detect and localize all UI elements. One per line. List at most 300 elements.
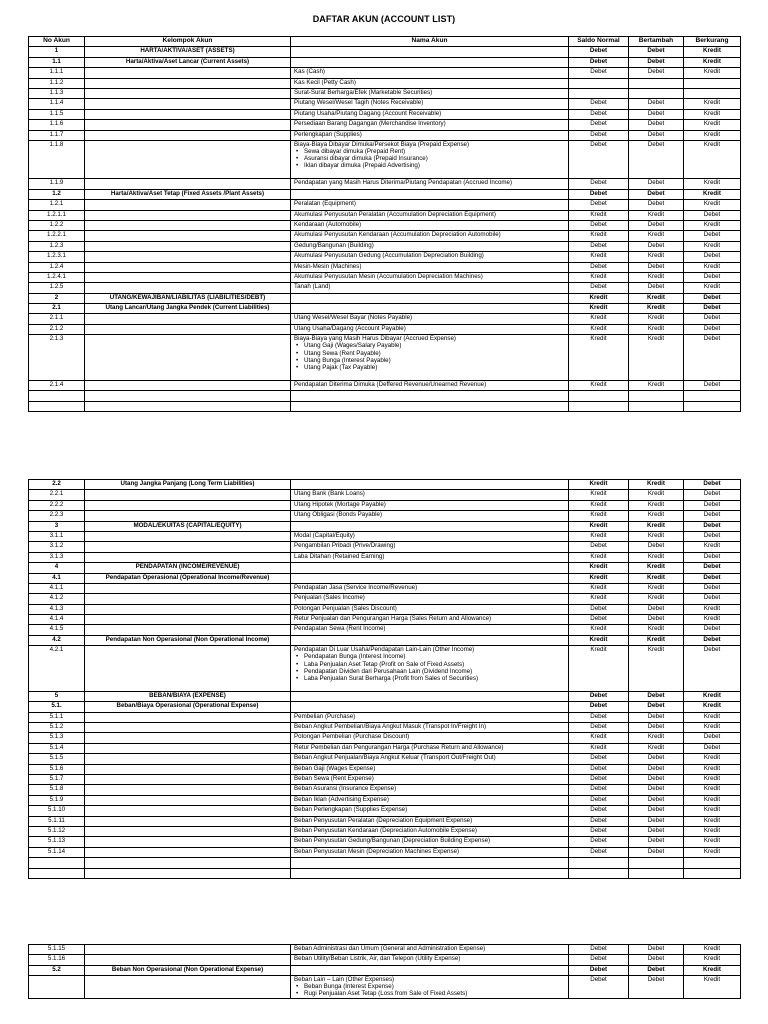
normal-balance-cell: Debet [569, 615, 629, 625]
increase-cell: Kredit [629, 324, 684, 334]
table-row [29, 785, 741, 795]
account-number-cell: 1.1.8 [29, 140, 85, 179]
increase-cell [629, 401, 684, 411]
account-name-cell [291, 806, 569, 816]
account-name-cell [291, 47, 569, 57]
account-group-cell [85, 88, 291, 98]
normal-balance-cell: Debet [569, 712, 629, 722]
increase-cell: Kredit [629, 563, 684, 573]
decrease-cell: Debet [684, 531, 741, 541]
increase-cell: Debet [629, 615, 684, 625]
decrease-cell: Kredit [684, 99, 741, 109]
account-number-cell: 4.2 [29, 635, 85, 645]
normal-balance-cell: Kredit [569, 635, 629, 645]
normal-balance-cell: Debet [569, 68, 629, 78]
increase-cell: Debet [629, 140, 684, 179]
account-name-text: Beban Gaji (Wages Expense) [294, 764, 376, 772]
increase-cell: Kredit [629, 531, 684, 541]
table-row [29, 594, 741, 604]
table-row [29, 573, 741, 583]
account-number-cell: 4.2.1 [29, 646, 85, 692]
decrease-cell: Debet [684, 324, 741, 334]
normal-balance-cell: Kredit [569, 480, 629, 490]
table-row [29, 189, 741, 199]
account-group-cell [85, 754, 291, 764]
increase-cell: Debet [629, 955, 684, 965]
normal-balance-cell: Debet [569, 826, 629, 836]
account-group-cell [85, 816, 291, 826]
account-name-text: Persediaan Barang Dagangan (Merchandise Inventory) [294, 120, 446, 128]
account-name-cell [291, 262, 569, 272]
account-name-cell [291, 380, 569, 390]
account-name-cell [291, 231, 569, 241]
account-name-cell [291, 120, 569, 130]
increase-cell: Kredit [629, 380, 684, 390]
decrease-cell: Debet [684, 490, 741, 500]
account-name-text: Beban Administrasi dan Umum (General and Administration Expense) [294, 945, 486, 952]
table-row [29, 868, 741, 878]
normal-balance-cell: Kredit [569, 272, 629, 282]
account-name-text: Beban Iklan (Advertising Expense) [294, 795, 389, 803]
table-row [29, 140, 741, 179]
account-name-text: Beban Penyusutan Gedung/Bangunan (Depreciation Building Expense) [294, 837, 491, 845]
account-name-text: Utang Obligasi (Bonds Payable) [294, 511, 383, 519]
account-name-cell [291, 754, 569, 764]
account-name-text: Kas (Cash) [294, 68, 325, 76]
normal-balance-cell: Kredit [569, 743, 629, 753]
account-number-cell [29, 858, 85, 868]
account-number-cell: 1.1 [29, 57, 85, 67]
table-row [29, 806, 741, 816]
account-name-cell [291, 646, 569, 692]
account-group-cell [85, 785, 291, 795]
account-name-cell [291, 743, 569, 753]
account-number-cell [29, 391, 85, 401]
increase-cell: Debet [629, 965, 684, 975]
increase-cell: Debet [629, 220, 684, 230]
increase-cell: Kredit [629, 304, 684, 314]
account-number-cell: 2.1.1 [29, 314, 85, 324]
increase-cell: Kredit [629, 521, 684, 531]
normal-balance-cell: Debet [569, 220, 629, 230]
sub-account-list [294, 148, 565, 169]
account-name-text: Piutang Wesel/Wesel Tagih (Notes Receivable) [294, 99, 424, 107]
table-row [29, 858, 741, 868]
increase-cell: Debet [629, 806, 684, 816]
sub-account-item: • Utang Gaji (Wages/Salary Payable) [304, 342, 565, 349]
table-row [29, 47, 741, 57]
account-name-cell [291, 976, 569, 998]
normal-balance-cell [569, 391, 629, 401]
decrease-cell: Kredit [684, 826, 741, 836]
normal-balance-cell: Debet [569, 262, 629, 272]
table-row [29, 531, 741, 541]
increase-cell: Debet [629, 47, 684, 57]
table-row [29, 563, 741, 573]
account-group-cell: BEBAN/BIAYA (EXPENSE) [85, 691, 291, 701]
normal-balance-cell [569, 88, 629, 98]
table-row [29, 220, 741, 230]
account-name-cell [291, 324, 569, 334]
normal-balance-cell: Kredit [569, 733, 629, 743]
header-nama-akun: Nama Akun [291, 37, 569, 47]
table-row [29, 500, 741, 510]
normal-balance-cell: Debet [569, 806, 629, 816]
table-row [29, 816, 741, 826]
account-number-cell: 1.2.2 [29, 220, 85, 230]
increase-cell [629, 391, 684, 401]
decrease-cell: Debet [684, 500, 741, 510]
account-name-cell [291, 764, 569, 774]
account-name-text: Surat-Surat Berharga/Efek (Marketable Securities) [294, 88, 433, 96]
account-name-text: Utang Usaha/Dagang (Account Payable) [294, 324, 406, 332]
table-row [29, 604, 741, 614]
account-number-cell: 5.1.8 [29, 785, 85, 795]
account-name-text: Piutang Usaha/Piutang Dagang (Account Receivable) [294, 109, 442, 117]
table-row [29, 723, 741, 733]
account-number-cell: 5.1.13 [29, 837, 85, 847]
account-group-cell [85, 743, 291, 753]
account-group-cell [85, 542, 291, 552]
normal-balance-cell: Debet [569, 785, 629, 795]
decrease-cell: Kredit [684, 955, 741, 965]
account-group-cell [85, 826, 291, 836]
account-number-cell: 1.1.6 [29, 120, 85, 130]
increase-cell: Kredit [629, 646, 684, 692]
account-number-cell: 1.2 [29, 189, 85, 199]
account-name-text: Biaya-Biaya yang Masih Harus Dibayar (Accrued Expense) [294, 335, 456, 343]
account-name-cell [291, 733, 569, 743]
account-name-text: Beban Angkut Pembelian/Biaya Angkut Masuk (Transpot In/Freight In) [294, 723, 487, 731]
header-berkurang: Berkurang [684, 37, 741, 47]
decrease-cell: Kredit [684, 47, 741, 57]
account-number-cell: 1.2.4.1 [29, 272, 85, 282]
normal-balance-cell: Kredit [569, 335, 629, 381]
table-row [29, 283, 741, 293]
normal-balance-cell: Kredit [569, 304, 629, 314]
account-name-cell [291, 304, 569, 314]
account-number-cell: 1.1.1 [29, 68, 85, 78]
account-group-cell: Beban Non Operasional (Non Operational Expense) [85, 965, 291, 975]
account-number-cell: 2 [29, 293, 85, 303]
increase-cell: Kredit [629, 490, 684, 500]
table-row [29, 764, 741, 774]
table-row [29, 401, 741, 411]
table-row [29, 552, 741, 562]
increase-cell: Debet [629, 764, 684, 774]
account-name-text: Biaya-Biaya Dibayar Dimuka/Persekot Biaya (Prepaid Expense) [294, 140, 470, 148]
normal-balance-cell [569, 858, 629, 868]
account-name-cell [291, 179, 569, 189]
decrease-cell: Kredit [684, 200, 741, 210]
normal-balance-cell: Kredit [569, 324, 629, 334]
table-row [29, 57, 741, 67]
account-name-text: Beban Perlengkapan (Supplies Expense) [294, 806, 408, 814]
account-name-cell [291, 691, 569, 701]
account-name-cell [291, 604, 569, 614]
decrease-cell: Kredit [684, 976, 741, 998]
decrease-cell [684, 858, 741, 868]
increase-cell: Kredit [629, 480, 684, 490]
normal-balance-cell: Kredit [569, 563, 629, 573]
account-name-text: Beban Asuransi (Insurance Expense) [294, 785, 397, 793]
account-name-cell [291, 189, 569, 199]
table-row [29, 712, 741, 722]
account-group-cell [85, 231, 291, 241]
table-row [29, 511, 741, 521]
account-group-cell [85, 868, 291, 878]
decrease-cell: Debet [684, 594, 741, 604]
account-group-cell: Utang Lancar/Utang Jangka Pendek (Current Liabilities) [85, 304, 291, 314]
account-group-cell: HARTA/AKTIVA/ASET (ASSETS) [85, 47, 291, 57]
sub-account-list [294, 983, 565, 997]
normal-balance-cell: Debet [569, 179, 629, 189]
account-group-cell [85, 391, 291, 401]
sub-account-item: • Iklan dibayar dimuka (Prepaid Advertising) [304, 162, 565, 169]
decrease-cell: Kredit [684, 220, 741, 230]
account-name-text: Pendapatan Diterima Dimuka (Deffered Revenue/Unearned Revenue) [294, 380, 487, 388]
normal-balance-cell: Debet [569, 847, 629, 857]
sub-account-item: • Laba Penjualan Aset Tetap (Profit on Sale of Fixed Assets) [304, 661, 565, 668]
account-name-cell [291, 241, 569, 251]
account-group-cell [85, 99, 291, 109]
decrease-cell: Debet [684, 743, 741, 753]
account-number-cell: 5.1.7 [29, 775, 85, 785]
account-group-cell [85, 976, 291, 998]
account-name-text: Pendapatan Jasa (Service Income/Revenue) [294, 583, 418, 591]
account-name-cell [291, 723, 569, 733]
account-number-cell: 4.1.3 [29, 604, 85, 614]
account-group-cell [85, 335, 291, 381]
normal-balance-cell: Kredit [569, 552, 629, 562]
account-name-cell [291, 252, 569, 262]
account-group-cell [85, 283, 291, 293]
account-name-cell [291, 625, 569, 635]
table-row [29, 335, 741, 381]
table-row [29, 702, 741, 712]
decrease-cell: Kredit [684, 723, 741, 733]
account-group-cell [85, 220, 291, 230]
account-name-cell [291, 314, 569, 324]
table-row [29, 293, 741, 303]
account-name-text: Perlengkapan (Supplies) [294, 130, 362, 138]
increase-cell: Debet [629, 120, 684, 130]
account-number-cell: 5.1.5 [29, 754, 85, 764]
table-row [29, 252, 741, 262]
account-name-cell [291, 283, 569, 293]
increase-cell: Kredit [629, 511, 684, 521]
account-name-cell [291, 785, 569, 795]
decrease-cell: Kredit [684, 542, 741, 552]
account-name-cell [291, 826, 569, 836]
table-row [29, 88, 741, 98]
decrease-cell: Debet [684, 210, 741, 220]
increase-cell: Debet [629, 99, 684, 109]
account-group-cell [85, 806, 291, 816]
normal-balance-cell: Debet [569, 189, 629, 199]
decrease-cell [684, 391, 741, 401]
account-number-cell: 5 [29, 691, 85, 701]
decrease-cell: Kredit [684, 691, 741, 701]
account-name-cell [291, 955, 569, 965]
account-name-cell [291, 945, 569, 955]
sub-account-item: • Utang Bunga (Interest Payable) [304, 357, 565, 364]
increase-cell: Debet [629, 837, 684, 847]
decrease-cell: Debet [684, 293, 741, 303]
account-name-text: Gedung/Bangunan (Building) [294, 241, 374, 249]
account-group-cell: Beban/Biaya Operasional (Operational Expense) [85, 702, 291, 712]
account-number-cell [29, 976, 85, 998]
increase-cell: Kredit [629, 272, 684, 282]
account-number-cell: 4.1 [29, 573, 85, 583]
account-number-cell: 3.1.3 [29, 552, 85, 562]
account-name-cell [291, 635, 569, 645]
normal-balance-cell: Debet [569, 542, 629, 552]
account-name-cell [291, 594, 569, 604]
table-row [29, 945, 741, 955]
table-row [29, 490, 741, 500]
normal-balance-cell: Debet [569, 109, 629, 119]
normal-balance-cell [569, 868, 629, 878]
account-number-cell: 2.1.4 [29, 380, 85, 390]
normal-balance-cell: Debet [569, 816, 629, 826]
decrease-cell: Kredit [684, 57, 741, 67]
account-number-cell: 1.2.3.1 [29, 252, 85, 262]
account-group-cell [85, 625, 291, 635]
decrease-cell: Debet [684, 521, 741, 531]
table-row [29, 241, 741, 251]
decrease-cell: Debet [684, 563, 741, 573]
account-name-cell [291, 401, 569, 411]
account-group-cell [85, 68, 291, 78]
normal-balance-cell: Debet [569, 283, 629, 293]
sub-account-item: • Beban Bunga (Interest Expense) [304, 983, 565, 990]
account-name-cell [291, 293, 569, 303]
account-name-cell [291, 210, 569, 220]
increase-cell: Kredit [629, 335, 684, 381]
account-group-cell [85, 531, 291, 541]
increase-cell: Debet [629, 691, 684, 701]
account-number-cell: 2.1.2 [29, 324, 85, 334]
account-group-cell [85, 314, 291, 324]
account-group-cell: Utang Jangka Panjang (Long Term Liabilities) [85, 480, 291, 490]
normal-balance-cell: Debet [569, 200, 629, 210]
account-name-cell [291, 858, 569, 868]
header-kelompok-akun: Kelompok Akun [85, 37, 291, 47]
account-number-cell: 1.1.4 [29, 99, 85, 109]
account-name-cell [291, 511, 569, 521]
normal-balance-cell: Debet [569, 945, 629, 955]
account-name-cell [291, 220, 569, 230]
normal-balance-cell: Debet [569, 754, 629, 764]
increase-cell: Debet [629, 754, 684, 764]
decrease-cell: Kredit [684, 130, 741, 140]
account-group-cell [85, 795, 291, 805]
decrease-cell: Debet [684, 480, 741, 490]
account-number-cell: 5.1.3 [29, 733, 85, 743]
increase-cell: Kredit [629, 594, 684, 604]
table-row [29, 743, 741, 753]
account-group-cell [85, 604, 291, 614]
decrease-cell: Debet [684, 304, 741, 314]
account-name-text: Pembelian (Purchase) [294, 712, 356, 720]
table-row [29, 635, 741, 645]
normal-balance-cell: Kredit [569, 594, 629, 604]
account-name-cell [291, 88, 569, 98]
decrease-cell: Kredit [684, 604, 741, 614]
account-table-2 [28, 479, 741, 879]
normal-balance-cell: Debet [569, 57, 629, 67]
increase-cell: Debet [629, 189, 684, 199]
header-bertambah: Bertambah [629, 37, 684, 47]
normal-balance-cell: Debet [569, 702, 629, 712]
account-number-cell: 5.1.15 [29, 945, 85, 955]
decrease-cell: Kredit [684, 795, 741, 805]
account-group-cell [85, 858, 291, 868]
increase-cell: Debet [629, 945, 684, 955]
table-row [29, 480, 741, 490]
account-number-cell: 2.2 [29, 480, 85, 490]
account-number-cell: 1.2.3 [29, 241, 85, 251]
table-row [29, 625, 741, 635]
decrease-cell: Kredit [684, 120, 741, 130]
account-group-cell: Pendapatan Non Operasional (Non Operational Income) [85, 635, 291, 645]
sub-account-item: • Pendapatan Dividen dari Perusahaan Lain (Dividend Income) [304, 668, 565, 675]
account-number-cell: 1.1.3 [29, 88, 85, 98]
account-name-text: Pendapatan yang Masih Harus Diterima/Piutang Pendapatan (Accrued Income) [294, 179, 513, 187]
account-group-cell: MODAL/EKUITAS (CAPITAL/EQUITY) [85, 521, 291, 531]
normal-balance-cell: Debet [569, 47, 629, 57]
account-name-cell [291, 816, 569, 826]
sub-account-list [294, 342, 565, 371]
increase-cell: Debet [629, 826, 684, 836]
table-row [29, 733, 741, 743]
decrease-cell: Kredit [684, 806, 741, 816]
normal-balance-cell: Debet [569, 775, 629, 785]
decrease-cell: Kredit [684, 945, 741, 955]
account-number-cell: 2.1.3 [29, 335, 85, 381]
account-name-cell [291, 702, 569, 712]
account-number-cell: 1.1.2 [29, 78, 85, 88]
increase-cell: Debet [629, 542, 684, 552]
account-name-text: Kas Kecil (Petty Cash) [294, 78, 356, 86]
increase-cell: Kredit [629, 733, 684, 743]
increase-cell: Debet [629, 604, 684, 614]
account-number-cell: 5.1.6 [29, 764, 85, 774]
table-row [29, 955, 741, 965]
table-row [29, 691, 741, 701]
account-name-text: Beban Penyusutan Kendaraan (Depreciation Automobile Expense) [294, 826, 477, 834]
account-name-cell [291, 140, 569, 179]
account-group-cell [85, 490, 291, 500]
decrease-cell [684, 401, 741, 411]
decrease-cell [684, 88, 741, 98]
account-group-cell: UTANG/KEWAJIBAN/LIABILITAS (LIABILITIES/DEBT) [85, 293, 291, 303]
account-group-cell [85, 179, 291, 189]
account-name-cell [291, 563, 569, 573]
account-name-cell [291, 552, 569, 562]
normal-balance-cell: Debet [569, 130, 629, 140]
account-number-cell: 2.2.1 [29, 490, 85, 500]
normal-balance-cell: Debet [569, 723, 629, 733]
account-name-text: Pendapatan Di Luar Usaha/Pendapatan Lain-Lain (Other Income) [294, 646, 475, 654]
account-number-cell: 1.1.7 [29, 130, 85, 140]
account-name-cell [291, 542, 569, 552]
table-row [29, 179, 741, 189]
account-number-cell [29, 868, 85, 878]
decrease-cell: Kredit [684, 847, 741, 857]
table-header-row [29, 37, 741, 47]
